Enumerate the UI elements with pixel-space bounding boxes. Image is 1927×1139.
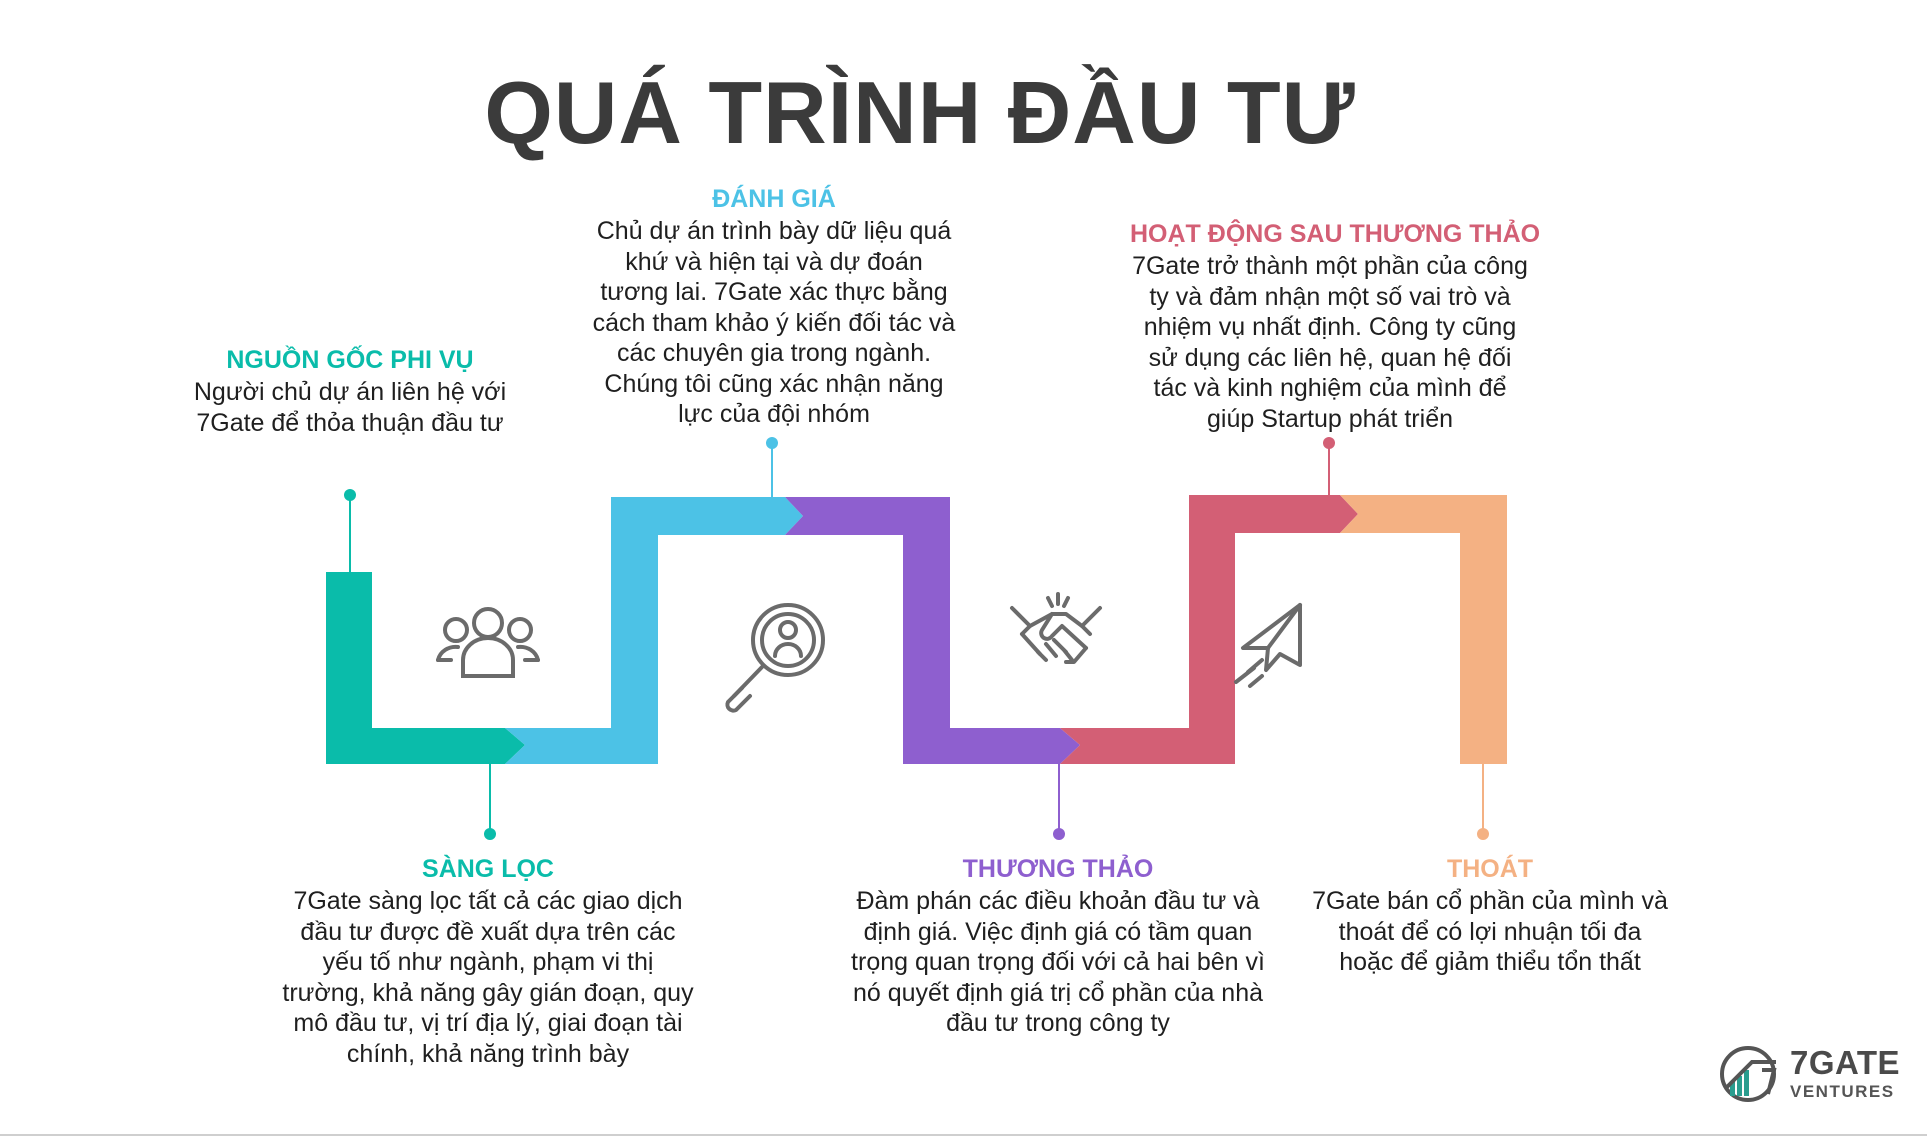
- step-heading: HOẠT ĐỘNG SAU THƯƠNG THẢO: [1130, 220, 1541, 248]
- step-post-deal: [1130, 220, 1541, 434]
- paper-plane-icon: [1236, 605, 1300, 686]
- step-heading: ĐÁNH GIÁ: [712, 185, 836, 213]
- company-logo: [1718, 1038, 1903, 1106]
- step-description: 7Gate bán cổ phần của mình và thoát để có lợi nhuận tối đa hoặc để giảm thiểu tổn thất: [1312, 887, 1668, 976]
- step-heading: THOÁT: [1446, 855, 1534, 883]
- footer-divider: [0, 1134, 1927, 1136]
- step-heading: NGUỒN GỐC PHI VỤ: [226, 346, 474, 374]
- segment-peach: [1340, 495, 1507, 764]
- logo-brand: 7GATE: [1790, 1044, 1901, 1081]
- segment-blue: [505, 497, 803, 764]
- step-screening: [278, 855, 698, 1069]
- step-description: 7Gate sàng lọc tất cả các giao dịch đầu tư được đề xuất dựa trên các yếu tố như ngành, phạm vi thị trường, khả năng gây gián đoạn, quy mô đầu tư, vị trí địa lý, giai đoạn tài chính, khả năng trình bày: [282, 887, 694, 1068]
- segment-teal: [326, 572, 525, 764]
- step-description: 7Gate trở thành một phần của công ty và đảm nhận một số vai trò và nhiệm vụ nhất định. Công ty cũng sử dụng các liên hệ, quan hệ đối tác và kinh nghiệm của mình để giúp Startup phát triển: [1132, 252, 1528, 433]
- step-description: Người chủ dự án liên hệ với 7Gate để thỏa thuận đầu tư: [193, 378, 507, 437]
- step-description: Đàm phán các điều khoản đầu tư và định giá. Việc định giá có tầm quan trọng quan trọng đối với cả hai bên vì nó quyết định giá trị cổ phần của nhà đầu tư trong công ty: [851, 887, 1265, 1037]
- step-heading: SÀNG LỌC: [422, 855, 554, 883]
- segment-purple: [785, 497, 1080, 764]
- step-description: Chủ dự án trình bày dữ liệu quá khứ và hiện tại và dự đoán tương lai. 7Gate xác thực bằng cách tham khảo ý kiến đối tác và các chuyên gia trong ngành. Chúng tôi cũng xác nhận năng lực của đội nhóm: [592, 217, 956, 428]
- step-heading: THƯƠNG THẢO: [962, 855, 1154, 883]
- step-exit: [1310, 855, 1670, 978]
- handshake-icon: [1012, 594, 1100, 662]
- people-group-icon: [438, 609, 538, 676]
- step-negotiation: [848, 855, 1268, 1039]
- step-evaluation: [590, 185, 958, 430]
- step-origination: [170, 346, 530, 438]
- segment-red: [1060, 495, 1358, 764]
- zigzag-band: [326, 495, 1507, 764]
- page-title: QUÁ TRÌNH ĐẦU TƯ: [484, 63, 1356, 162]
- logo-mark-icon: [1718, 1042, 1782, 1106]
- logo-subtitle: VENTURES: [1790, 1082, 1895, 1101]
- magnifier-person-icon: [727, 605, 823, 711]
